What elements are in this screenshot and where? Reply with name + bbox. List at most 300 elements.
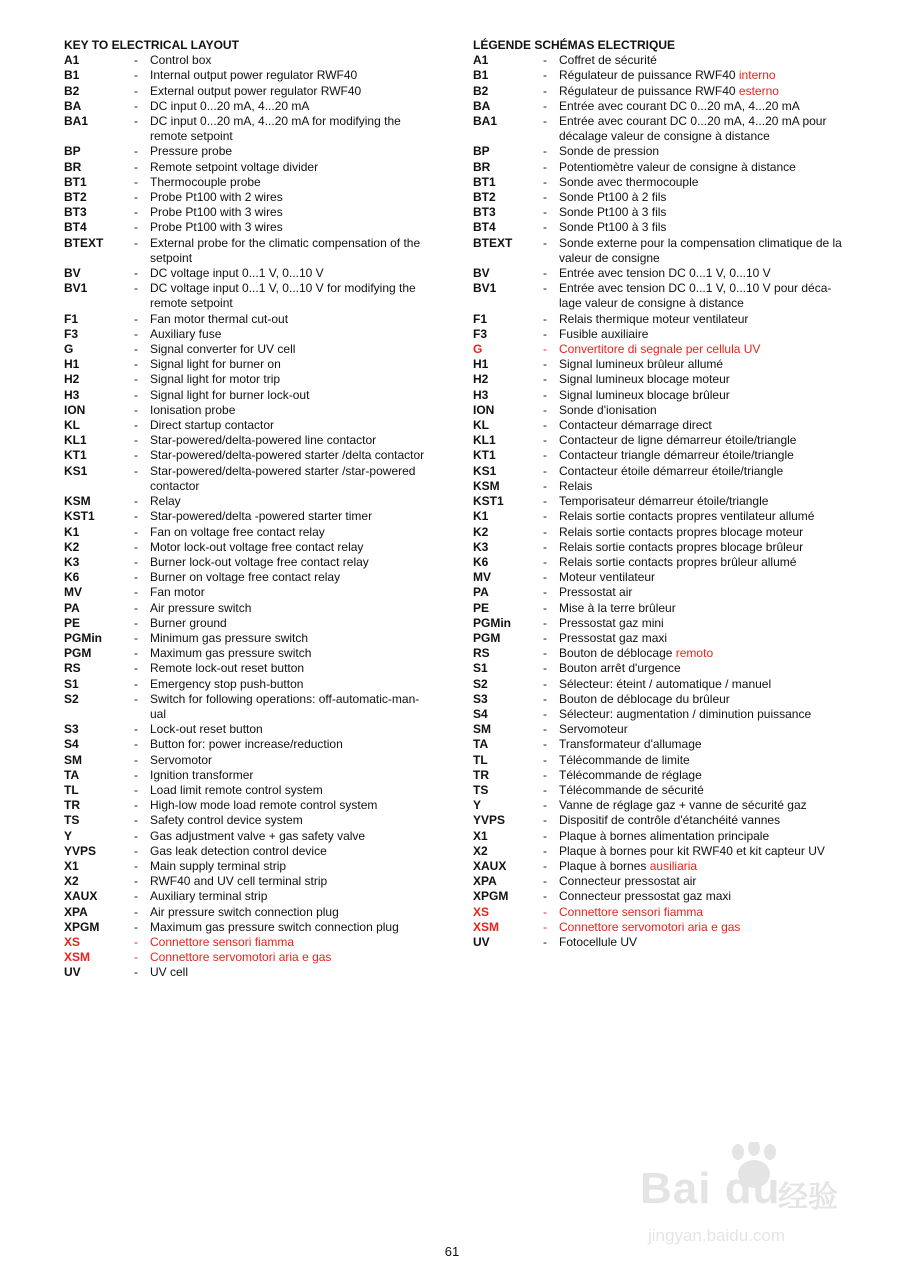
legend-dash: - — [134, 190, 138, 205]
legend-dash: - — [134, 144, 138, 159]
legend-dash: - — [543, 68, 547, 83]
legend-code: RS — [64, 661, 81, 676]
legend-row — [473, 737, 845, 752]
watermark-chinese: 经验 — [778, 1181, 838, 1214]
legend-description — [150, 525, 434, 540]
legend-row — [64, 418, 434, 433]
legend-description-text: Bouton de déblocage du brûleur — [559, 691, 730, 706]
legend-row — [64, 935, 434, 950]
legend-description — [559, 479, 845, 494]
legend-description — [559, 753, 845, 768]
legend-row — [64, 768, 434, 783]
legend-code: S1 — [64, 676, 79, 691]
legend-description-text: Signal lumineux brûleur allumé — [559, 357, 724, 372]
legend-row — [473, 768, 845, 783]
legend-description-text: Signal lumineux blocage moteur — [559, 372, 730, 387]
legend-description — [559, 889, 845, 904]
legend-dash: - — [543, 828, 547, 843]
legend-dash: - — [134, 220, 138, 235]
legend-description-highlight: esterno — [738, 83, 779, 98]
legend-dash: - — [543, 220, 547, 235]
legend-code: XSM — [64, 950, 91, 965]
legend-code: XPGM — [64, 919, 100, 934]
legend-description-text: Connettore servomotori aria e gas — [559, 919, 741, 934]
legend-row — [473, 160, 845, 175]
legend-code: TR — [473, 767, 489, 782]
legend-description-text: Star-powered/delta -powered starter timer — [150, 509, 373, 524]
legend-description-text: Convertitore di segnale per cellula UV — [559, 342, 761, 357]
legend-row — [64, 84, 434, 99]
legend-row — [473, 327, 845, 342]
legend-description — [559, 144, 845, 159]
legend-code: KST1 — [473, 494, 504, 509]
legend-code: F3 — [64, 326, 79, 341]
legend-description — [559, 266, 845, 281]
legend-description-text: Relais sortie contacts propres ventilateur allumé — [559, 509, 815, 524]
legend-description-text: Relais sortie contacts propres blocage brûleur — [559, 539, 804, 554]
legend-code: X2 — [64, 874, 79, 889]
legend-description-text: Contacteur étoile démarreur étoile/triangle — [559, 463, 784, 478]
legend-code: S4 — [473, 706, 488, 721]
legend-code: X1 — [64, 858, 79, 873]
legend-description — [559, 692, 845, 707]
legend-description — [150, 768, 434, 783]
legend-dash: - — [134, 950, 138, 965]
legend-code: BA1 — [473, 114, 498, 129]
legend-description — [559, 585, 845, 600]
legend-description — [150, 798, 434, 813]
legend-description-text: Signal light for burner on — [150, 357, 281, 372]
legend-row — [473, 525, 845, 540]
legend-code: S4 — [64, 737, 79, 752]
legend-description-text: Air pressure switch connection plug — [150, 904, 339, 919]
legend-description — [150, 889, 434, 904]
legend-code: YVPS — [473, 813, 506, 828]
legend-dash: - — [134, 646, 138, 661]
legend-description — [559, 494, 845, 509]
legend-row — [64, 160, 434, 175]
legend-dash: - — [543, 98, 547, 113]
legend-description-text: UV cell — [150, 965, 189, 980]
legend-dash: - — [134, 600, 138, 615]
legend-code: BV — [473, 266, 490, 281]
legend-description-text: Button for: power increase/reduction — [150, 737, 343, 752]
legend-code: SM — [473, 722, 491, 737]
legend-description-text: Signal converter for UV cell — [150, 342, 296, 357]
legend-description — [150, 722, 434, 737]
legend-dash: - — [134, 433, 138, 448]
legend-code: BT4 — [64, 220, 87, 235]
legend-description — [559, 813, 845, 828]
legend-row — [473, 813, 845, 828]
legend-description-text: Plaque à bornes — [559, 858, 650, 873]
legend-dash: - — [134, 342, 138, 357]
legend-description-text: Remote setpoint voltage divider — [150, 159, 319, 174]
legend-description — [150, 783, 434, 798]
legend-row — [64, 813, 434, 828]
legend-row — [64, 555, 434, 570]
legend-row — [64, 950, 434, 965]
legend-description — [150, 160, 434, 175]
legend-code: XAUX — [473, 858, 507, 873]
legend-code: BV1 — [64, 281, 88, 296]
legend-description — [150, 753, 434, 768]
legend-description — [559, 859, 845, 874]
legend-code: TL — [64, 782, 79, 797]
legend-code: TR — [64, 798, 80, 813]
legend-row — [473, 84, 845, 99]
legend-dash: - — [543, 646, 547, 661]
legend-description-text: Télécommande de limite — [559, 752, 690, 767]
legend-description-text: Sonde Pt100 à 2 fils — [559, 190, 667, 205]
legend-description-text: Probe Pt100 with 3 wires — [150, 205, 283, 220]
legend-dash: - — [543, 737, 547, 752]
legend-description — [150, 844, 434, 859]
legend-dash: - — [543, 402, 547, 417]
legend-dash: - — [543, 114, 547, 129]
legend-dash: - — [134, 767, 138, 782]
legend-description-text: Connettore sensori fiamma — [559, 904, 704, 919]
legend-dash: - — [134, 387, 138, 402]
legend-description-text: Fusible auxiliaire — [559, 326, 649, 341]
legend-row — [473, 479, 845, 494]
legend-dash: - — [543, 478, 547, 493]
legend-description-text: Télécommande de réglage — [559, 767, 702, 782]
legend-description — [559, 798, 845, 813]
legend-description — [150, 920, 434, 935]
legend-code: H1 — [473, 357, 489, 372]
legend-description — [150, 220, 434, 235]
legend-description — [150, 737, 434, 752]
legend-description — [559, 874, 845, 889]
legend-code: KT1 — [64, 448, 87, 463]
legend-row — [64, 372, 434, 387]
legend-row — [473, 601, 845, 616]
legend-dash: - — [134, 509, 138, 524]
legend-description — [559, 737, 845, 752]
legend-row — [64, 494, 434, 509]
legend-row — [473, 570, 845, 585]
legend-description-text: Probe Pt100 with 2 wires — [150, 190, 283, 205]
legend-description — [150, 965, 434, 980]
legend-row — [64, 312, 434, 327]
legend-description-text: Pressure probe — [150, 144, 233, 159]
legend-description — [150, 175, 434, 190]
legend-row — [473, 190, 845, 205]
legend-dash: - — [543, 190, 547, 205]
legend-description-text: Servomoteur — [559, 722, 628, 737]
legend-row — [473, 205, 845, 220]
legend-dash: - — [543, 235, 547, 250]
legend-description — [150, 661, 434, 676]
legend-code: F1 — [64, 311, 79, 326]
legend-description-text: Servomotor — [150, 752, 213, 767]
legend-row — [473, 236, 845, 266]
legend-code: KST1 — [64, 509, 95, 524]
legend-description-text: Connecteur pressostat gaz maxi — [559, 889, 732, 904]
legend-dash: - — [134, 311, 138, 326]
legend-dash: - — [134, 798, 138, 813]
legend-row — [64, 905, 434, 920]
legend-description-text: Bouton arrêt d'urgence — [559, 661, 681, 676]
legend-row — [473, 175, 845, 190]
legend-dash: - — [543, 904, 547, 919]
legend-row — [64, 68, 434, 83]
legend-row — [64, 616, 434, 631]
legend-code: BV — [64, 266, 81, 281]
legend-row — [64, 281, 434, 311]
legend-code: TL — [473, 752, 488, 767]
legend-description-text: Auxiliary fuse — [150, 326, 222, 341]
legend-description-text: Bouton de déblocage — [559, 646, 676, 661]
legend-row — [473, 889, 845, 904]
legend-dash: - — [543, 159, 547, 174]
legend-description-text: Fan on voltage free contact relay — [150, 524, 325, 539]
legend-code: K2 — [473, 524, 489, 539]
legend-description-text: Safety control device system — [150, 813, 303, 828]
legend-dash: - — [543, 570, 547, 585]
legend-dash: - — [134, 418, 138, 433]
legend-dash: - — [134, 235, 138, 250]
legend-description — [559, 920, 845, 935]
legend-row — [64, 190, 434, 205]
legend-dash: - — [543, 326, 547, 341]
legend-row — [473, 403, 845, 418]
watermark-url: jingyan.baidu.com — [648, 1226, 786, 1245]
legend-row — [473, 844, 845, 859]
legend-code: BT2 — [473, 190, 496, 205]
legend-row — [64, 783, 434, 798]
legend-code: S3 — [64, 722, 79, 737]
legend-description-text: Remote lock-out reset button — [150, 661, 305, 676]
legend-description-text: Relay — [150, 494, 181, 509]
legend-dash: - — [543, 433, 547, 448]
legend-description — [559, 312, 845, 327]
legend-description-text: Pressostat air — [559, 585, 633, 600]
legend-code: B1 — [473, 68, 489, 83]
legend-description-text: Relais sortie contacts propres blocage moteur — [559, 524, 804, 539]
legend-description — [559, 509, 845, 524]
legend-dash: - — [134, 965, 138, 980]
legend-row — [64, 403, 434, 418]
legend-code: A1 — [473, 53, 489, 68]
legend-dash: - — [134, 737, 138, 752]
legend-description — [150, 813, 434, 828]
legend-row — [473, 783, 845, 798]
legend-row — [473, 448, 845, 463]
legend-row — [64, 965, 434, 980]
legend-code: BR — [64, 159, 82, 174]
legend-code: G — [64, 342, 74, 357]
legend-dash: - — [134, 585, 138, 600]
legend-description-text: Burner ground — [150, 615, 227, 630]
legend-description-text: Minimum gas pressure switch — [150, 630, 309, 645]
legend-description — [559, 844, 845, 859]
legend-dash: - — [134, 828, 138, 843]
legend-code: SM — [64, 752, 82, 767]
baidu-watermark — [640, 1142, 860, 1262]
legend-code: S2 — [473, 676, 488, 691]
legend-code: XS — [64, 934, 81, 949]
legend-code: BT2 — [64, 190, 87, 205]
legend-description-text: Ignition transformer — [150, 767, 254, 782]
legend-row — [64, 631, 434, 646]
legend-row — [473, 53, 845, 68]
legend-description-text: External probe for the climatic compensation of the setpoint — [150, 235, 421, 265]
legend-row — [473, 722, 845, 737]
legend-description-text: Maximum gas pressure switch connection plug — [150, 919, 399, 934]
legend-description — [150, 677, 434, 692]
legend-dash: - — [134, 661, 138, 676]
legend-description-text: Sonde Pt100 à 3 fils — [559, 205, 667, 220]
legend-row — [64, 753, 434, 768]
legend-description — [150, 342, 434, 357]
legend-row — [64, 114, 434, 144]
legend-dash: - — [134, 357, 138, 372]
legend-row — [64, 585, 434, 600]
legend-code: S1 — [473, 661, 488, 676]
legend-description — [559, 418, 845, 433]
legend-code: G — [473, 342, 483, 357]
legend-dash: - — [543, 630, 547, 645]
legend-description — [559, 448, 845, 463]
legend-description — [150, 281, 434, 311]
legend-dash: - — [134, 494, 138, 509]
legend-description — [150, 905, 434, 920]
legend-row — [64, 433, 434, 448]
legend-description — [559, 525, 845, 540]
legend-code: H2 — [473, 372, 489, 387]
legend-description-text: Transformateur d'allumage — [559, 737, 702, 752]
legend-description-text: Signal light for burner lock-out — [150, 387, 310, 402]
legend-description — [559, 722, 845, 737]
legend-code: H3 — [473, 387, 489, 402]
legend-description-text: Sonde externe pour la compensation climatique de la valeur de consigne — [559, 235, 842, 265]
legend-description — [150, 646, 434, 661]
legend-row — [64, 844, 434, 859]
legend-row — [64, 829, 434, 844]
legend-dash: - — [543, 615, 547, 630]
legend-description — [559, 768, 845, 783]
legend-description — [150, 950, 434, 965]
legend-row — [64, 692, 434, 722]
legend-description — [559, 372, 845, 387]
legend-description-text: Plaque à bornes alimentation principale — [559, 828, 770, 843]
legend-dash: - — [543, 357, 547, 372]
legend-description-text: Sélecteur: éteint / automatique / manuel — [559, 676, 772, 691]
legend-row — [473, 540, 845, 555]
legend-code: ION — [64, 402, 86, 417]
legend-description-text: Maximum gas pressure switch — [150, 646, 312, 661]
legend-description — [559, 783, 845, 798]
legend-dash: - — [134, 752, 138, 767]
legend-description-text: Coffret de sécurité — [559, 53, 657, 68]
legend-code: MV — [64, 585, 82, 600]
legend-code: B2 — [64, 83, 80, 98]
legend-dash: - — [134, 691, 138, 706]
legend-row — [64, 357, 434, 372]
legend-description-text: Entrée avec courant DC 0...20 mA, 4...20 mA — [559, 98, 800, 113]
legend-dash: - — [134, 843, 138, 858]
legend-row — [473, 555, 845, 570]
legend-description — [150, 403, 434, 418]
legend-description-text: Thermocouple probe — [150, 174, 261, 189]
legend-row — [473, 646, 845, 661]
legend-description-text: Relais sortie contacts propres brûleur allumé — [559, 554, 797, 569]
legend-description-text: Burner on voltage free contact relay — [150, 570, 341, 585]
legend-description — [150, 68, 434, 83]
legend-dash: - — [543, 767, 547, 782]
legend-dash: - — [134, 919, 138, 934]
legend-row — [64, 327, 434, 342]
legend-row — [473, 220, 845, 235]
legend-row — [473, 920, 845, 935]
legend-description — [559, 631, 845, 646]
legend-row — [473, 464, 845, 479]
legend-dash: - — [543, 782, 547, 797]
legend-code: F1 — [473, 311, 488, 326]
legend-dash: - — [134, 858, 138, 873]
legend-row — [473, 312, 845, 327]
legend-code: KS1 — [64, 463, 88, 478]
legend-code: KL — [473, 418, 489, 433]
legend-row — [64, 236, 434, 266]
legend-code: Y — [473, 798, 482, 813]
legend-code: TS — [64, 813, 80, 828]
legend-row — [473, 661, 845, 676]
legend-description-text: Control box — [150, 53, 212, 68]
legend-dash: - — [543, 83, 547, 98]
legend-row — [473, 388, 845, 403]
legend-dash: - — [134, 281, 138, 296]
legend-code: S3 — [473, 691, 488, 706]
legend-description — [559, 540, 845, 555]
legend-dash: - — [543, 752, 547, 767]
legend-row — [64, 388, 434, 403]
legend-dash: - — [543, 554, 547, 569]
legend-description-text: DC voltage input 0...1 V, 0...10 V for modifying the remote setpoint — [150, 281, 416, 311]
legend-row — [473, 753, 845, 768]
legend-code: KL1 — [64, 433, 87, 448]
legend-description-text: External output power regulator RWF40 — [150, 83, 362, 98]
legend-description — [150, 464, 434, 494]
french-legend-list — [473, 53, 845, 950]
legend-description-text: Contacteur démarrage direct — [559, 418, 712, 433]
legend-row — [64, 798, 434, 813]
legend-description-text: Mise à la terre brûleur — [559, 600, 676, 615]
legend-row — [473, 114, 845, 144]
legend-code: BT1 — [64, 174, 87, 189]
legend-dash: - — [543, 722, 547, 737]
legend-dash: - — [543, 539, 547, 554]
english-legend-column — [64, 38, 434, 981]
legend-description — [559, 570, 845, 585]
legend-dash: - — [543, 889, 547, 904]
legend-row — [473, 266, 845, 281]
legend-dash: - — [134, 539, 138, 554]
legend-dash: - — [543, 858, 547, 873]
legend-code: K2 — [64, 539, 80, 554]
legend-code: BR — [473, 159, 491, 174]
legend-row — [473, 509, 845, 524]
legend-code: XS — [473, 904, 490, 919]
legend-description — [559, 661, 845, 676]
legend-description-text: Fan motor — [150, 585, 205, 600]
legend-dash: - — [543, 494, 547, 509]
legend-code: F3 — [473, 326, 488, 341]
legend-dash: - — [543, 266, 547, 281]
legend-description-text: Télécommande de sécurité — [559, 782, 704, 797]
